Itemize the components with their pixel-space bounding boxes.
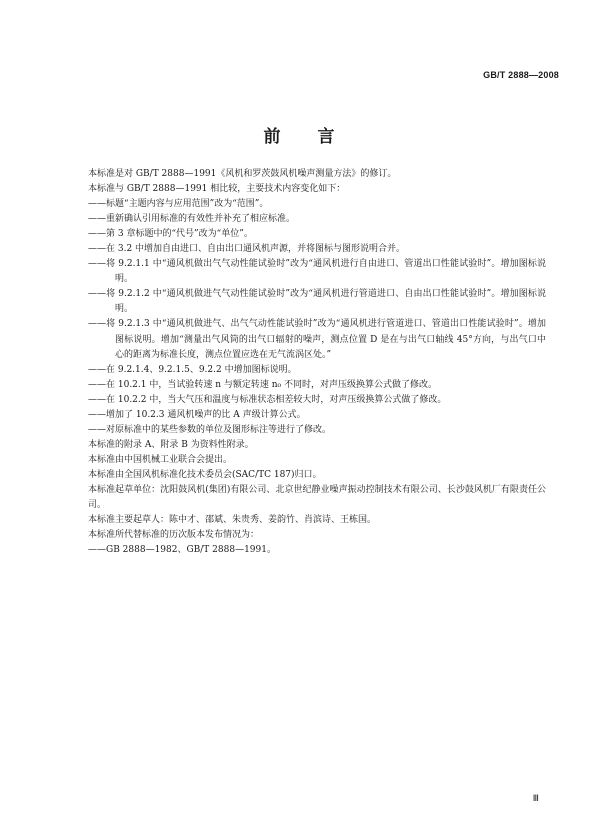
paragraph: 本标准是对 GB/T 2888—1991《风机和罗茨鼓风机噪声测量方法》的修订。 (88, 169, 397, 179)
foreword-body (88, 167, 546, 558)
paragraph: 本标准起草单位：沈阳鼓风机(集团)有限公司、北京世纪静业噪声振动控制技术有限公司、长沙鼓风机厂有限责任公司。 (88, 484, 546, 511)
list-item: ——标题“主题内容与应用范围”改为“范围”。 (88, 199, 269, 210)
page-title: 前 言 (263, 127, 336, 147)
list-item: ——增加了 10.2.3 通风机噪声的比 A 声级计算公式。 (88, 409, 306, 420)
paragraph: 本标准与 GB/T 2888—1991 相比较，主要技术内容变化如下： (88, 184, 346, 195)
paragraph: 本标准由全国风机标准化技术委员会(SAC/TC 187)归口。 (88, 469, 322, 480)
list-item: ——对原标准中的某些参数的单位及图形标注等进行了修改。 (88, 424, 332, 435)
paragraph: 本标准由中国机械工业联合会提出。 (88, 454, 233, 465)
list-item: ——将 9.2.1.1 中“通风机做出气气动性能试验时”改为“通风机进行自由进口、管道出口性能试验时”。增加图标说明。 (88, 259, 546, 285)
paragraph: 本标准主要起草人：陈中才、邵斌、朱贵秀、姜韵竹、肖滨诗、王栋国。 (88, 515, 377, 526)
list-item: ——在 10.2.2 中，当大气压和温度与标准状态相差较大时，对声压级换算公式做了修改。 (88, 394, 447, 405)
list-item: ——将 9.2.1.3 中“通风机做进气、出气气动性能试验时”改为“通风机进行管道进口、管道出口性能试验时”。增加图标说明。增加“测量出气风筒的出气口辐射的噪声，测点位置 D 是在与出气口轴线 45°方向，与出气口中心的距离为标准长度，测点位置应选在无气流涡区处。” (88, 319, 546, 360)
list-item: ——将 9.2.1.2 中“通风机做进气气动性能试验时”改为“通风机进行管道进口、自由出口性能试验时”。增加图标说明。 (88, 289, 546, 315)
standard-code-header: GB/T 2888—2008 (483, 70, 559, 80)
list-item: ——第 3 章标题中的“代号”改为“单位”。 (88, 229, 253, 240)
list-item: ——GB 2888—1982、GB/T 2888—1991。 (88, 545, 276, 556)
list-item: ——在 10.2.1 中，当试验转速 n 与额定转速 n₀ 不同时，对声压级换算公式做了修改。 (88, 379, 437, 390)
page-number: Ⅲ (532, 793, 539, 803)
paragraph: 本标准所代替标准的历次版本发布情况为： (88, 530, 260, 541)
list-item: ——重新确认引用标准的有效性并补充了相应标准。 (88, 214, 296, 225)
list-item: ——在 9.2.1.4、9.2.1.5、9.2.2 中增加图标说明。 (88, 364, 297, 375)
list-item: ——在 3.2 中增加自由进口、自由出口通风机声源，并将图标与图形说明合并。 (88, 244, 406, 255)
paragraph: 本标准的附录 A、附录 B 为资料性附录。 (88, 439, 254, 450)
